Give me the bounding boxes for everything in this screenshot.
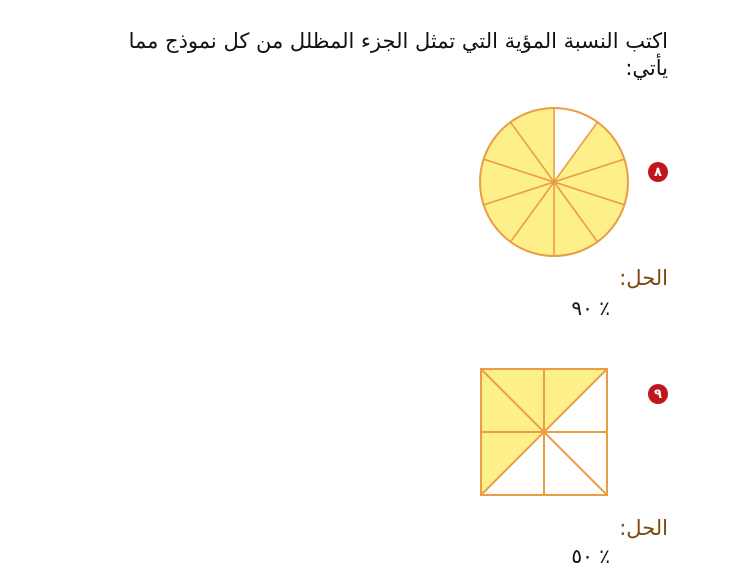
problem-number-badge: ٨ xyxy=(648,162,668,182)
answer-text: ٪ ٩٠ xyxy=(571,296,610,320)
answer-text: ٪ ٥٠ xyxy=(571,544,610,568)
solution-label: الحل: xyxy=(619,516,668,540)
square-fraction-model xyxy=(480,368,608,496)
instruction-text: اكتب النسبة المؤية التي تمثل الجزء المظلل من كل نموذج مما يأتي: xyxy=(128,29,668,80)
problem-number-badge: ٩ xyxy=(648,384,668,404)
circle-fraction-model xyxy=(478,106,630,258)
solution-label: الحل: xyxy=(619,266,668,290)
